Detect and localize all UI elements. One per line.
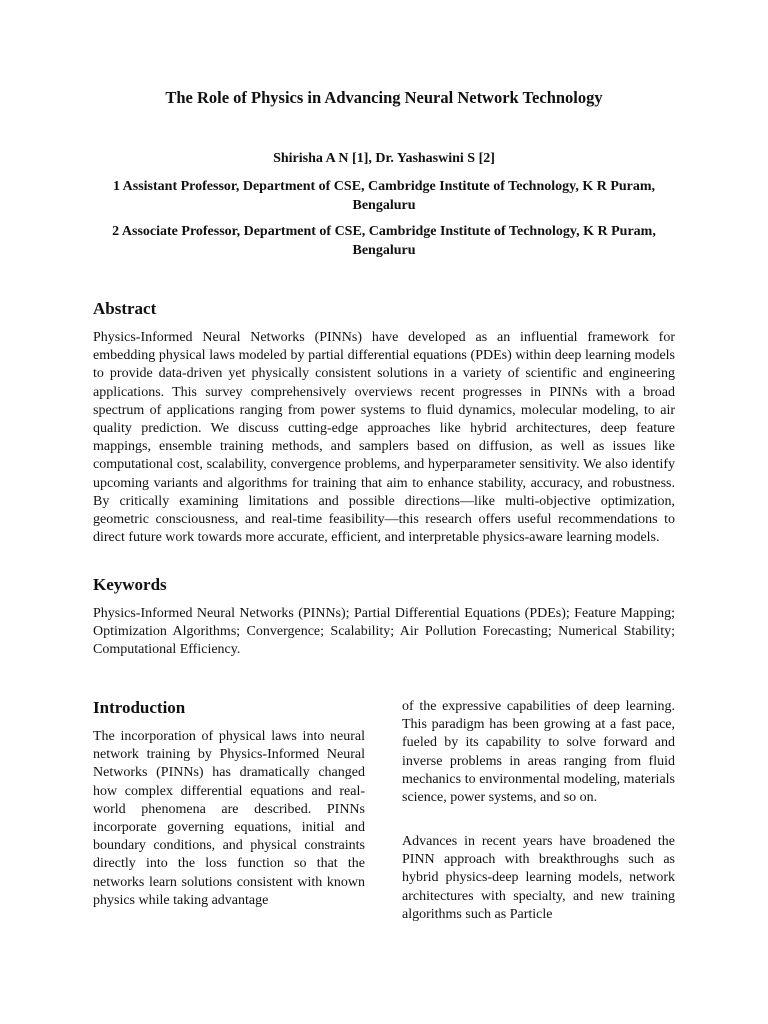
- affiliation-2: 2 Associate Professor, Department of CSE, Cambridge Institute of Technology, K R Puram, Bengaluru: [112, 224, 656, 258]
- introduction-left-column-paragraph: The incorporation of physical laws into neural network training by Physics-Informed Neural Networks (PINNs) has dramatically changed how complex differential equations and real-world phenomena are described. PINNs incorporate governing equations, initial and boundary conditions, and physical constraints directly into the loss function so that the networks learn solutions consistent with known physics while taking advantage: [93, 729, 365, 908]
- affiliation-1: 1 Assistant Professor, Department of CSE, Cambridge Institute of Technology, K R Puram, Bengaluru: [112, 179, 656, 213]
- paper-title: The Role of Physics in Advancing Neural Network Technology: [165, 88, 603, 107]
- author-list: Shirisha A N [1], Dr. Yashaswini S [2]: [273, 151, 495, 166]
- introduction-right-column-paragraph-1: of the expressive capabilities of deep learning. This paradigm has been growing at a fast pace, fueled by its capability to solve forward and inverse problems in areas ranging from fluid mechanics to environmental modeling, materials science, power systems, and so on.: [402, 699, 675, 806]
- introduction-heading: Introduction: [93, 698, 186, 717]
- introduction-right-column-paragraph-2: Advances in recent years have broadened the PINN approach with breakthroughs such as hybrid physics-deep learning models, network architectures with specialty, and new training algorithms such as Particle: [402, 834, 675, 922]
- abstract-text: Physics-Informed Neural Networks (PINNs) have developed as an influential framework for embedding physical laws modeled by partial differential equations (PDEs) within deep learning models to provide data-driven yet physically consistent solutions in a variety of scientific and engineering applications. This survey comprehensively overviews recent progresses in PINNs with a broad spectrum of applications ranging from power systems to fluid dynamics, molecular modeling, to air quality prediction. We discuss cutting-edge approaches like hybrid architectures, deep feature mappings, ensemble training methods, and samplers based on diffusion, as well as issues like computational cost, scalability, convergence problems, and hyperparameter sensitivity. We also identify upcoming variants and algorithms for training that aim to enhance stability, accuracy, and robustness. By critically examining limitations and possible directions—like multi-objective optimization, geometric consciousness, and real-time feasibility—this research offers useful recommendations to direct future work towards more accurate, efficient, and interpretable physics-aware learning models.: [93, 330, 675, 546]
- keywords-heading: Keywords: [93, 575, 167, 594]
- keywords-text: Physics-Informed Neural Networks (PINNs); Partial Differential Equations (PDEs); Feature Mapping; Optimization Algorithms; Convergence; Scalability; Air Pollution Forecasting; Numerical Stability; Computational Efficiency.: [93, 606, 675, 658]
- abstract-heading: Abstract: [93, 299, 157, 318]
